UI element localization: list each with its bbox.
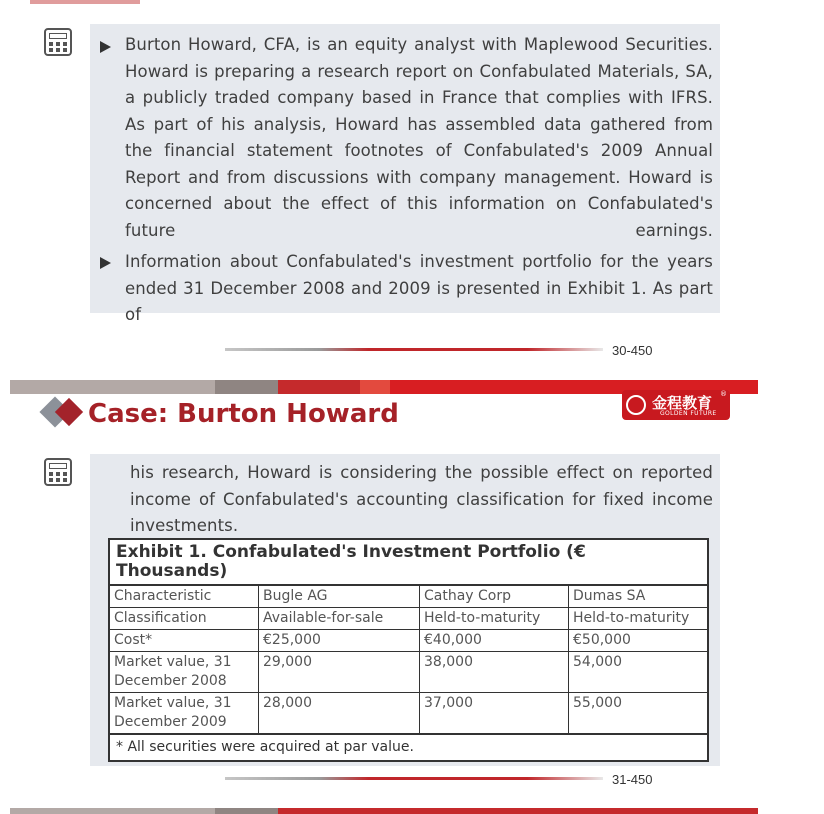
table-cell: 29,000	[259, 652, 420, 693]
table-note: * All securities were acquired at par value.	[109, 734, 708, 761]
case-text-box	[90, 24, 720, 324]
page-number: 30-450	[612, 343, 653, 358]
continuation-paragraph: his research, Howard is considering the possible effect on reported income of Confabulated's accounting classification for fixed income investments.	[130, 463, 713, 535]
logo-circle-icon	[626, 395, 646, 415]
calculator-icon	[44, 458, 72, 486]
bullet-paragraph-1: Burton Howard, CFA, is an equity analyst with Maplewood Securities. Howard is preparing a research report on Confabulated Materials, SA, a publicly traded company based in France that complies with IFRS. As part of his analysis, Howard has assembled data gathered from the financial statement footnotes of Confabulated's 2009 Annual Report and from discussions with company management. Howard is concerned about the effect of this information on Confabulated's future earnings.	[125, 35, 713, 240]
table-cell: 28,000	[259, 693, 420, 735]
table-cell: Cathay Corp	[420, 585, 569, 608]
table-cell: 54,000	[569, 652, 709, 693]
table-cell: 55,000	[569, 693, 709, 735]
table-cell: Market value, 31 December 2009	[109, 693, 259, 735]
table-caption: Exhibit 1. Confabulated's Investment Portfolio (€ Thousands)	[109, 539, 708, 585]
table-cell: €25,000	[259, 630, 420, 652]
table-cell: €40,000	[420, 630, 569, 652]
table-cell: Available-for-sale	[259, 608, 420, 630]
table-row	[109, 585, 708, 608]
case-text-box	[90, 454, 720, 766]
slide-footer-line	[225, 777, 603, 780]
arrow-bullet-icon	[100, 41, 111, 53]
table-cell: Held-to-maturity	[420, 608, 569, 630]
table-cell: Held-to-maturity	[569, 608, 709, 630]
table-cell: 37,000	[420, 693, 569, 735]
slide-footer-line	[225, 348, 603, 351]
slide-title: Case: Burton Howard	[88, 399, 399, 429]
previous-slide-band	[30, 0, 140, 4]
table-cell: Bugle AG	[259, 585, 420, 608]
watermark	[120, 768, 122, 774]
table-cell: Dumas SA	[569, 585, 709, 608]
table-cell: €50,000	[569, 630, 709, 652]
watermark	[120, 340, 122, 346]
table-row	[109, 693, 708, 735]
arrow-bullet-icon	[100, 257, 111, 269]
golden-future-logo	[622, 390, 730, 420]
logo-english-text: GOLDEN FUTURE	[660, 410, 717, 417]
table-cell: Characteristic	[109, 585, 259, 608]
table-row	[109, 630, 708, 652]
table-row	[109, 652, 708, 693]
table-cell: Market value, 31 December 2008	[109, 652, 259, 693]
page-number: 31-450	[612, 772, 653, 787]
table-caption-row	[109, 539, 708, 585]
table-cell: 38,000	[420, 652, 569, 693]
table-row	[109, 608, 708, 630]
next-slide-band	[10, 808, 758, 814]
logo-registered-mark: ®	[720, 390, 727, 398]
exhibit-table	[108, 538, 709, 762]
table-cell: Cost*	[109, 630, 259, 652]
table-cell: Classification	[109, 608, 259, 630]
table-note-row	[109, 734, 708, 761]
calculator-icon	[44, 28, 72, 56]
bullet-paragraph-2: Information about Confabulated's investment portfolio for the years ended 31 December 2008 and 2009 is presented in Exhibit 1. As part of	[125, 252, 713, 324]
logo-chinese-text: 金程教育	[652, 394, 713, 412]
